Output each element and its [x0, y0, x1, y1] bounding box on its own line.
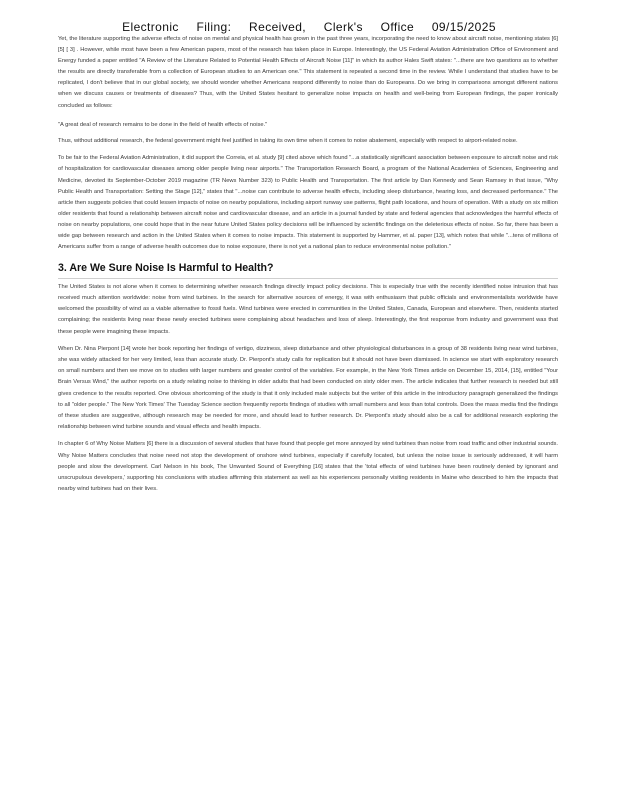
intro-quote: "A great deal of research remains to be done in the field of health effects of noise.": [58, 121, 268, 128]
document-page: [58, 34, 558, 501]
intro-paragraph-3: To be fair to the Federal Aviation Administration, it did support the Correia, et al. study [9] cited above which found "...a statistically significant association between exposure to aircraft noise and risk of hospitalization for cardiovascular diseases among older people living near airports." The Transportation Research Board, a program of the National Academies of Sciences, Engineering and Medicine, devoted its September-October 2019 magazine (TR News Number 323) to Public Health and Transportation. The first article by Dan Kennedy and Sean Ramsey in that issue, "Why Public Health and Transportation: Setting the Stage [12]," states that "...noise can contribute to adverse health effects, including sleep disturbance, hearing loss, and decreased performance." The article then suggests policies that could lessen impacts of noise on nearby populations, including airport runway use patterns, flight path locations, and hours of operation. With a study on six million older residents that found a relationship between aircraft noise and cardiovascular disease, and an article in a journal funded by state and federal agencies that acknowledges the harmful effects of noise on nearby populations, one could hope that in the near future United States policy decisions will be influenced by scientific findings on the deleterious effects of noise. So far, there has been a wide gap between research and action in the United States when it comes to noise impacts. This statement is supported by Hammer, et al. paper [13], which notes that while "...tens of millions of Americans suffer from a range of adverse health outcomes due to noise exposure, there is not yet a national plan to reduce environmental noise pollution.": [58, 155, 558, 251]
section-3-paragraph-3: In chapter 6 of Why Noise Matters [6] there is a discussion of several studies that have found that people get more annoyed by wind turbines than noise from road traffic and other industrial sounds. Why Noise Matters concludes that noise need not stop the development of onshore wind turbines, especially if carefully located, but unless the noise issue is seriously addressed, it will harm people and slow the development. Carl Nelson in his book, The Unwanted Sound of Everything [16] states that the 'total effects of wind turbines have been routinely denied by ignorant and unscrupulous developers,' supporting his conclusions with studies affirming this statement as well as his experiences personally visiting residents in Maine who described to him the impacts that nearby wind turbines had on their lives.: [58, 441, 558, 492]
section-3-paragraph-1: The United States is not alone when it comes to determining whether research findings directly impact policy decisions. This is especially true with the recently identified noise intrusion that has received much attention worldwide: noise from wind turbines. In the search for alternative sources of energy, it was with enthusiasm that public officials and environmentalists worldwide have welcomed the possibility of wind as a viable alternative to fossil fuels. Wind turbines were erected in communities in the United States, Canada, European and elsewhere. Then, residents started complaining; the residents living near these newly erected turbines were complaining about headaches and loss of sleep. Interestingly, the first response from industry and government was that these people were imagining these impacts.: [58, 284, 558, 335]
filing-stamp: Electronic Filing: Received, Clerk's Office 09/15/2025: [122, 20, 496, 34]
section-3-paragraph-2: When Dr. Nina Pierpont [14] wrote her book reporting her findings of vertigo, dizziness, sleep disturbance and other physiological disturbances in a group of 38 residents living near wind turbines, she was widely attacked for her very limited, less than accurate study. Dr. Pierpont's study calls for replication but it should not have been dismissed. In science we start with exploratory research on small numbers and then we move on to studies with larger numbers and greater control of the variables. For example, in the New York Times article on December 15, 2014, [15], entitled "Your Brain Versus Wind," the author reports on a study relating noise to thinking in older adults that had been conducted on sixty older men. The article indicates that further research is needed but still gives credence to the results reported. One obvious shortcoming of the study is that it only included male subjects but the writer of this article in the introductory paragraph generalized the findings to all "older people." The New York Times' The Tuesday Science section frequently reports findings of studies with small numbers and less than total controls. Does the mass media find the findings of these studies are suggestive, although research may be needed for more, and should lead to further research. Dr. Pierpont's study should also be a call for additional research exploring the relationship between wind turbine sounds and visual effects and health impacts.: [58, 346, 558, 430]
intro-paragraph-2: Thus, without additional research, the federal government might feel justified in taking its own time when it comes to noise abatement, especially with respect to airport-related noise.: [58, 137, 518, 144]
intro-paragraph-1: Yet, the literature supporting the adverse effects of noise on mental and physical health has grown in the past three years, incorporating the need to know about aircraft noise, mentioning states [6] [5] [ 3] . However, while most have been a few American papers, most of the research has taken place in Europe. Interestingly, the US Federal Aviation Administration Office of Environment and Energy funded a paper entitled "A Review of the Literature Related to Potential Health Effects of Aircraft Noise [11]" in which its author Hales Swift states: "...there are two questions as to whether the results are directly transferable from a collection of European studies to an American one." This statement is repeated a second time in the review. While I understand that studies have to be replicated, I don't believe that in our global society, we should wonder whether Americans respond differently to noise than do Europeans. Do we bring in comparisons amongst different nations when we discuss causes or treatments of diseases? Thus, with the United States hesitant to generalize noise impacts on health and well-being from European findings, the paper ironically concluded as follows:: [58, 36, 558, 109]
section-3-heading: 3. Are We Sure Noise Is Harmful to Health?: [58, 262, 558, 279]
